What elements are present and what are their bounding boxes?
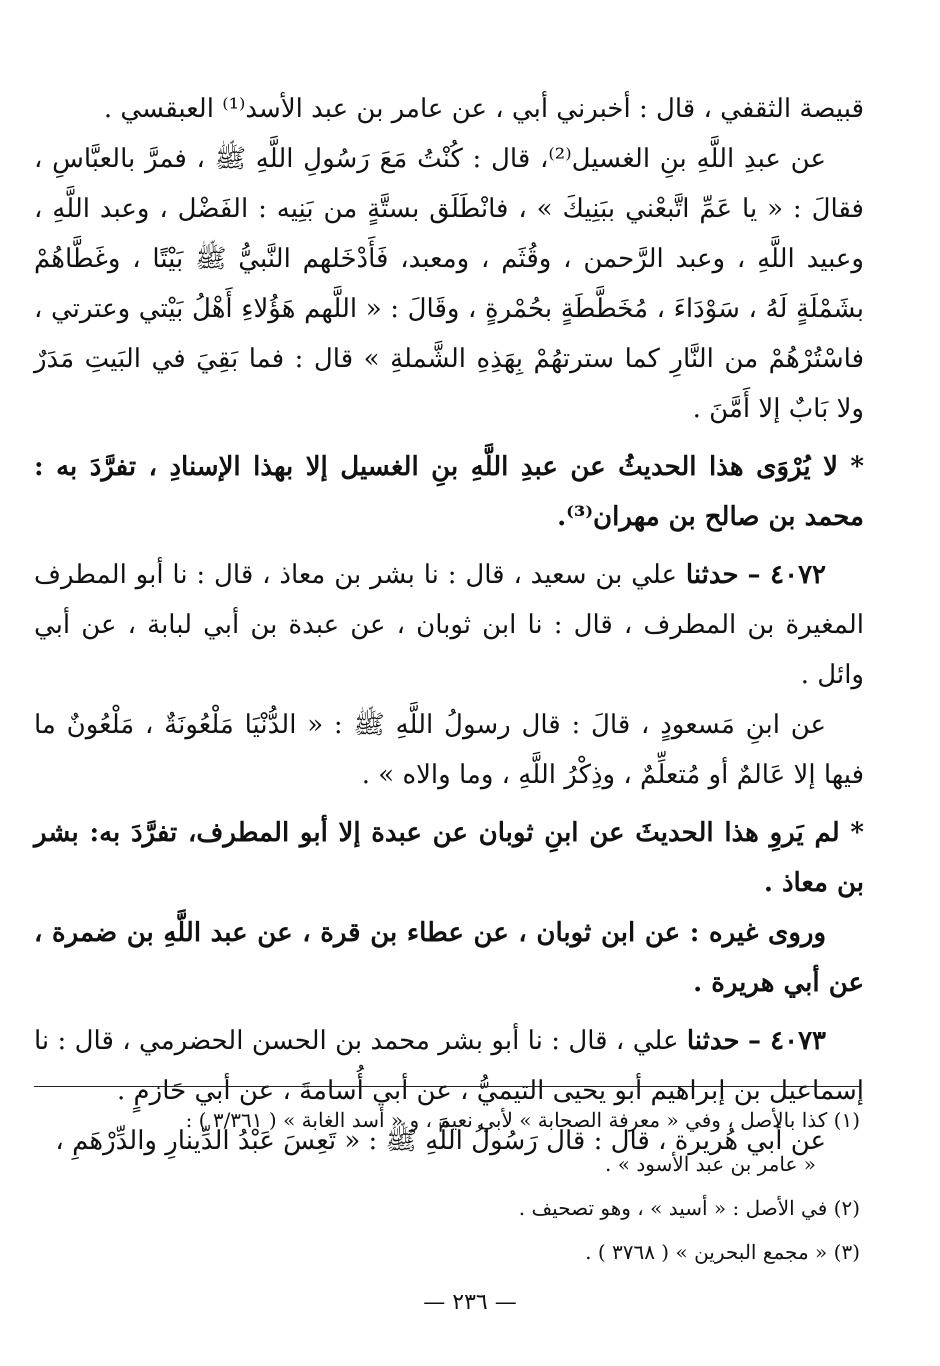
hadith-number: ٤٠٧٣ – <box>747 1026 827 1056</box>
paragraph-hadith-text: عن ابنِ مَسعودٍ ، قالَ : قال رسولُ اللَّهِ ﷺ : « الدُّنْيَا مَلْعُونَةٌ ، مَلْعُونٌ ما فيها إلا عَالمٌ أو مُتعلِّمٌ ، وذِكْرُ اللَّهِ ، وما والاه » . <box>34 710 864 790</box>
footnote-1: (١) كذا بالأصل ، وفي « معرفة الصحابة » لأبي نعيم ، و « أسد الغابة » ( ٣/٣٦١ ) : <box>185 1108 860 1132</box>
paragraph-continuation: قبيصة الثقفي ، قال : أخبرني أبي ، عن عامر بن عبد الأسد⁽¹⁾ العبقسي . <box>103 94 864 124</box>
hadith-lead: حدثنا <box>686 1026 740 1056</box>
hadith-chain: علي ، قال : نا أبو بشر محمد بن الحسن الحضرمي ، قال : نا إسماعيل بن إبراهيم أبو يحيى التيميُّ ، عن أبي أُسامةَ ، عن أبي حَازمٍ . <box>34 1026 864 1106</box>
paragraph-commentary: * لم يَروِ هذا الحديثَ عن ابنِ ثوبان عن عبدة إلا أبو المطرف، تفرَّدَ به: بشر بن معاذ . <box>34 818 864 898</box>
hadith-number: ٤٠٧٢ – <box>747 560 827 590</box>
footnote-3: (٣) « مجمع البحرين » ( ٣٧٦٨ ) . <box>585 1240 860 1264</box>
paragraph-commentary: * لا يُرْوَى هذا الحديثُ عن عبدِ اللَّهِ بنِ الغسيل إلا بهذا الإسنادِ ، تفرَّدَ به : محمد بن صالح بن مهران⁽³⁾. <box>34 452 864 532</box>
main-text <box>34 84 864 1166</box>
paragraph-hadith-text: عن أبي هُريرة ، قال : قال رَسُولُ اللَّهِ ﷺ : « تَعِسَ عَبْدُ الدِّينارِ والدِّرْهَمِ ، <box>55 1126 826 1156</box>
paragraph-hadith-4072 <box>34 550 864 700</box>
paragraph-commentary-continued: وروى غيره : عن ابن ثوبان ، عن عطاء بن قرة ، عن عبد اللَّهِ بن ضمرة ، عن أبي هريرة . <box>34 918 864 998</box>
hadith-lead: حدثنا <box>685 560 739 590</box>
footnote-2: (٢) في الأصل : « أسيد » ، وهو تصحيف . <box>518 1196 860 1220</box>
footnote-divider <box>34 1086 860 1087</box>
footnote-1-continued: « عامر بن عبد الأسود » . <box>605 1152 816 1176</box>
paragraph-hadith-text: عن عبدِ اللَّهِ بنِ الغسيل⁽²⁾، قال : كُنْتُ مَعَ رَسُولِ اللَّهِ ﷺ ، فمرَّ بالعبَّاسِ ، فقالَ : « يا عَمِّ اتَّبعْني ببَنِيكَ » ، فانْطَلَق بستَّةٍ من بَنِيه : الفَضْل ، وعبد اللَّهِ ، وعبيد اللَّهِ ، وعبد الرَّحمن ، وقُثَم ، ومعبد، فَأَدْخَلهم النَّبيُّ ﷺ بَيْتًا ، وغَطَّاهُمْ بشَمْلَةٍ لَهُ ، سَوْدَاءَ ، مُخَطَّطَةٍ بحُمْرةٍ ، وقَالَ : « اللَّهم هَؤُلاءِ أَهْلُ بَيْتي وعترتي ، فاسْتُرْهُمْ من النَّارِ كما سترتهُمْ بِهَذِهِ الشَّملةِ » قال : فما بَقِيَ في البَيتِ مَدَرٌ ولا بَابٌ إلا أَمَّنَ . <box>34 144 864 424</box>
hadith-chain: علي بن سعيد ، قال : نا بشر بن معاذ ، قال : نا أبو المطرف المغيرة بن المطرف ، قال : نا ابن ثوبان ، عن عبدة بن أبي لبابة ، عن أبي وائل . <box>34 560 864 690</box>
footnotes <box>34 1098 860 1274</box>
page-number: — ٢٣٦ — <box>423 1290 517 1315</box>
